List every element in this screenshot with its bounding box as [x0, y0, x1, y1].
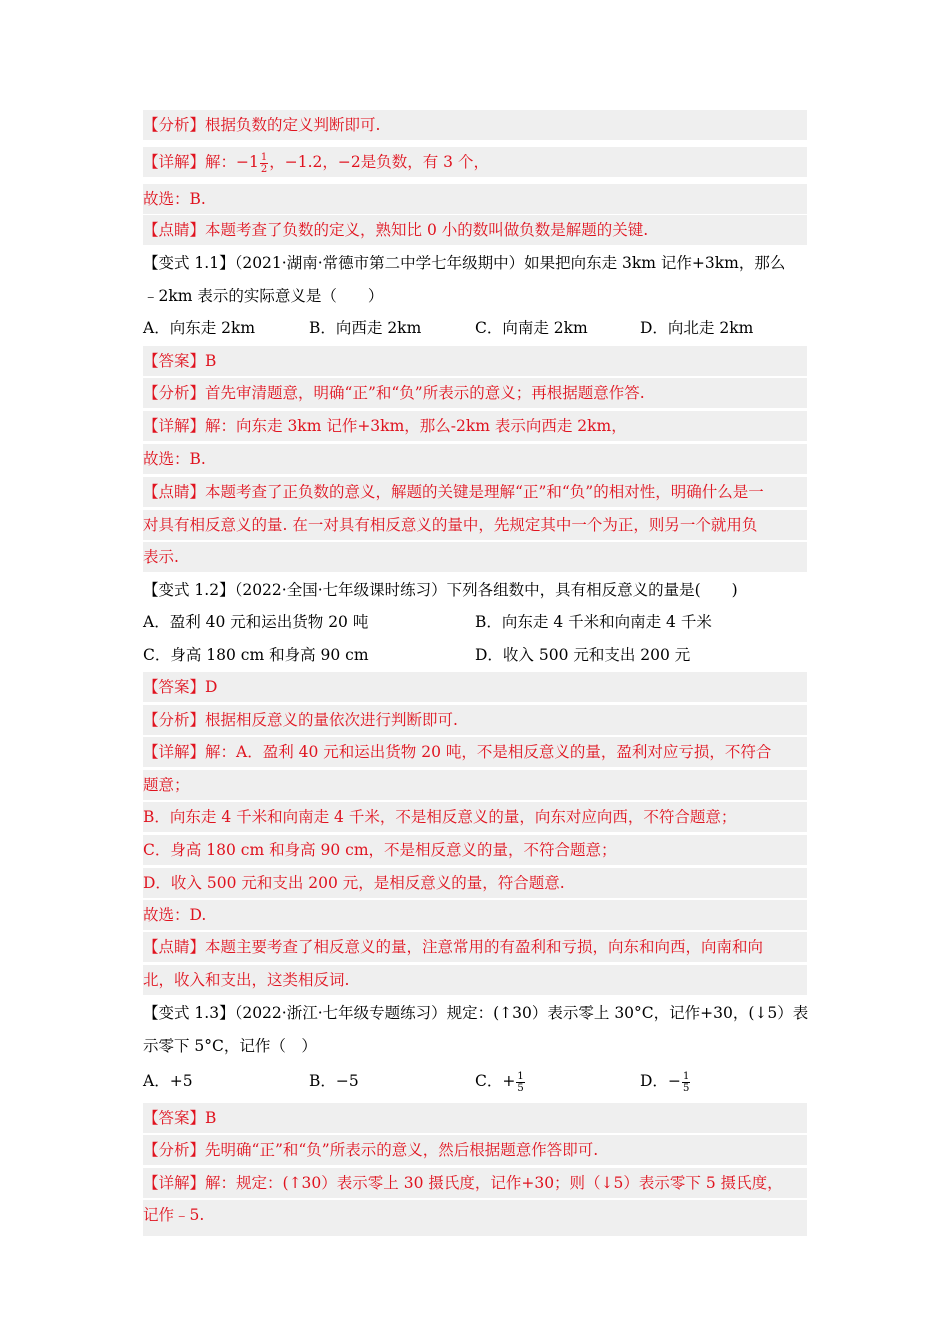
fraction-one-fifth: $\frac{1}{5}$ — [682, 1070, 690, 1094]
detail-line — [143, 147, 807, 177]
detail-line — [143, 411, 807, 441]
analysis-line — [143, 705, 807, 735]
detail-text: 解：向东走 3km 记作+3km，那么-2km 表示向西走 2km， — [205, 417, 627, 435]
variant-1-1-options — [143, 313, 807, 343]
detail-line-5: D．收入 500 元和支出 200 元，是相反意义的量，符合题意. — [143, 868, 807, 898]
detail-line-1 — [143, 1168, 807, 1198]
comment-tag: 【点睛】 — [143, 938, 206, 956]
variant-1-1-question-line-2: ﹣2km 表示的实际意义是（ ） — [143, 287, 384, 305]
comment-text: 本题考查了负数的定义，熟知比 0 小的数叫做负数是解题的关键. — [205, 221, 649, 239]
analysis-line — [143, 1135, 807, 1165]
option-a: A．向东走 2km — [143, 319, 256, 337]
answer-tag: 【答案】 — [143, 352, 206, 370]
choice-line: 故选：B. — [143, 444, 807, 474]
comment-line-2: 北，收入和支出，这类相反词. — [143, 965, 807, 995]
answer-line — [143, 346, 807, 376]
answer-text: D — [205, 678, 218, 696]
detail-text: 解：A．盈利 40 元和运出货物 20 吨，不是相反意义的量，盈利对应亏损，不符合 — [205, 743, 772, 761]
option-b: B．向西走 2km — [309, 319, 422, 337]
variant-1-2-options-row-1 — [143, 607, 807, 637]
detail-line-2: 题意； — [143, 770, 807, 800]
analysis-line — [143, 378, 807, 408]
answer-tag: 【答案】 — [143, 678, 206, 696]
comment-line-2: 对具有相反意义的量. 在一对具有相反意义的量中，先规定其中一个为正，则另一个就用负 — [143, 510, 807, 540]
option-b: B．−5 — [309, 1072, 359, 1090]
detail-tag: 【详解】 — [143, 743, 206, 761]
detail-rest: ，−1.2，−2是负数，有 3 个， — [269, 153, 489, 171]
fraction-one-fifth: $\frac{1}{5}$ — [517, 1070, 524, 1094]
analysis-line — [143, 110, 807, 140]
choice-line: 故选：B. — [143, 184, 807, 214]
variant-1-3-question-line-1: 【变式 1.3】（2022·浙江·七年级专题练习）规定：(↑30）表示零上 30°C，记作+30，(↓5）表 — [143, 1004, 809, 1022]
variant-1-1-question-line-1: 【变式 1.1】（2021·湖南·常德市第二中学七年级期中）如果把向东走 3km 记作+3km，那么 — [143, 254, 786, 272]
option-c: C．向南走 2km — [475, 319, 588, 337]
option-c: C．+ $\frac{1}{5}$ — [475, 1070, 524, 1094]
comment-tag: 【点睛】 — [143, 221, 206, 239]
detail-prefix: 解： — [205, 153, 237, 171]
variant-1-3-options — [143, 1066, 807, 1096]
mixed-number-whole: −1 — [236, 153, 259, 171]
variant-1-2-options-row-2 — [143, 640, 807, 670]
option-a: A．+5 — [143, 1072, 193, 1090]
analysis-text: 先明确“正”和“负”所表示的意义，然后根据题意作答即可. — [205, 1141, 599, 1159]
analysis-text: 首先审清题意，明确“正”和“负”所表示的意义；再根据题意作答. — [205, 384, 645, 402]
option-b: B．向东走 4 千米和向南走 4 千米 — [475, 613, 712, 631]
detail-tag: 【详解】 — [143, 153, 206, 171]
analysis-tag: 【分析】 — [143, 711, 206, 729]
analysis-text: 根据相反意义的量依次进行判断即可. — [205, 711, 458, 729]
comment-line-1 — [143, 477, 807, 507]
answer-text: B — [205, 1109, 217, 1127]
detail-tag: 【详解】 — [143, 417, 206, 435]
comment-line — [143, 215, 807, 245]
answer-line — [143, 1103, 807, 1133]
detail-tag: 【详解】 — [143, 1174, 206, 1192]
option-d: D．向北走 2km — [640, 319, 754, 337]
detail-line-1 — [143, 737, 807, 767]
variant-1-2-question-line-1: 【变式 1.2】（2022·全国·七年级课时练习）下列各组数中，具有相反意义的量是( ) — [143, 581, 738, 599]
detail-line-4: C．身高 180 cm 和身高 90 cm，不是相反意义的量，不符合题意； — [143, 835, 807, 865]
choice-line: 故选：D. — [143, 900, 807, 930]
comment-tag: 【点睛】 — [143, 483, 206, 501]
analysis-tag: 【分析】 — [143, 384, 206, 402]
comment-line-1 — [143, 932, 807, 962]
variant-1-3-question-line-2: 示零下 5°C，记作（ ） — [143, 1037, 317, 1055]
option-c: C．身高 180 cm 和身高 90 cm — [143, 646, 369, 664]
answer-tag: 【答案】 — [143, 1109, 206, 1127]
option-d: D．收入 500 元和支出 200 元 — [475, 646, 691, 664]
analysis-tag: 【分析】 — [143, 1141, 206, 1159]
comment-text: 本题考查了正负数的意义，解题的关键是理解“正”和“负”的相对性，明确什么是一 — [205, 483, 764, 501]
analysis-tag: 【分析】 — [143, 116, 206, 134]
option-a: A．盈利 40 元和运出货物 20 吨 — [143, 613, 369, 631]
option-d: D．− $\frac{1}{5}$ — [640, 1070, 690, 1094]
detail-text: 解：规定：(↑30）表示零上 30 摄氏度，记作+30；则（↓5）表示零下 5 摄氏度， — [205, 1174, 783, 1192]
fraction-one-half: $\frac{1}{2}$ — [260, 151, 268, 175]
detail-line-3: B．向东走 4 千米和向南走 4 千米，不是相反意义的量，向东对应向西，不符合题意； — [143, 802, 807, 832]
comment-line-3: 表示. — [143, 542, 807, 572]
analysis-text: 根据负数的定义判断即可. — [205, 116, 381, 134]
answer-text: B — [205, 352, 217, 370]
comment-text: 本题主要考查了相反意义的量，注意常用的有盈利和亏损，向东和向西，向南和向 — [205, 938, 764, 956]
answer-line — [143, 672, 807, 702]
detail-line-2: 记作﹣5. — [143, 1200, 807, 1236]
